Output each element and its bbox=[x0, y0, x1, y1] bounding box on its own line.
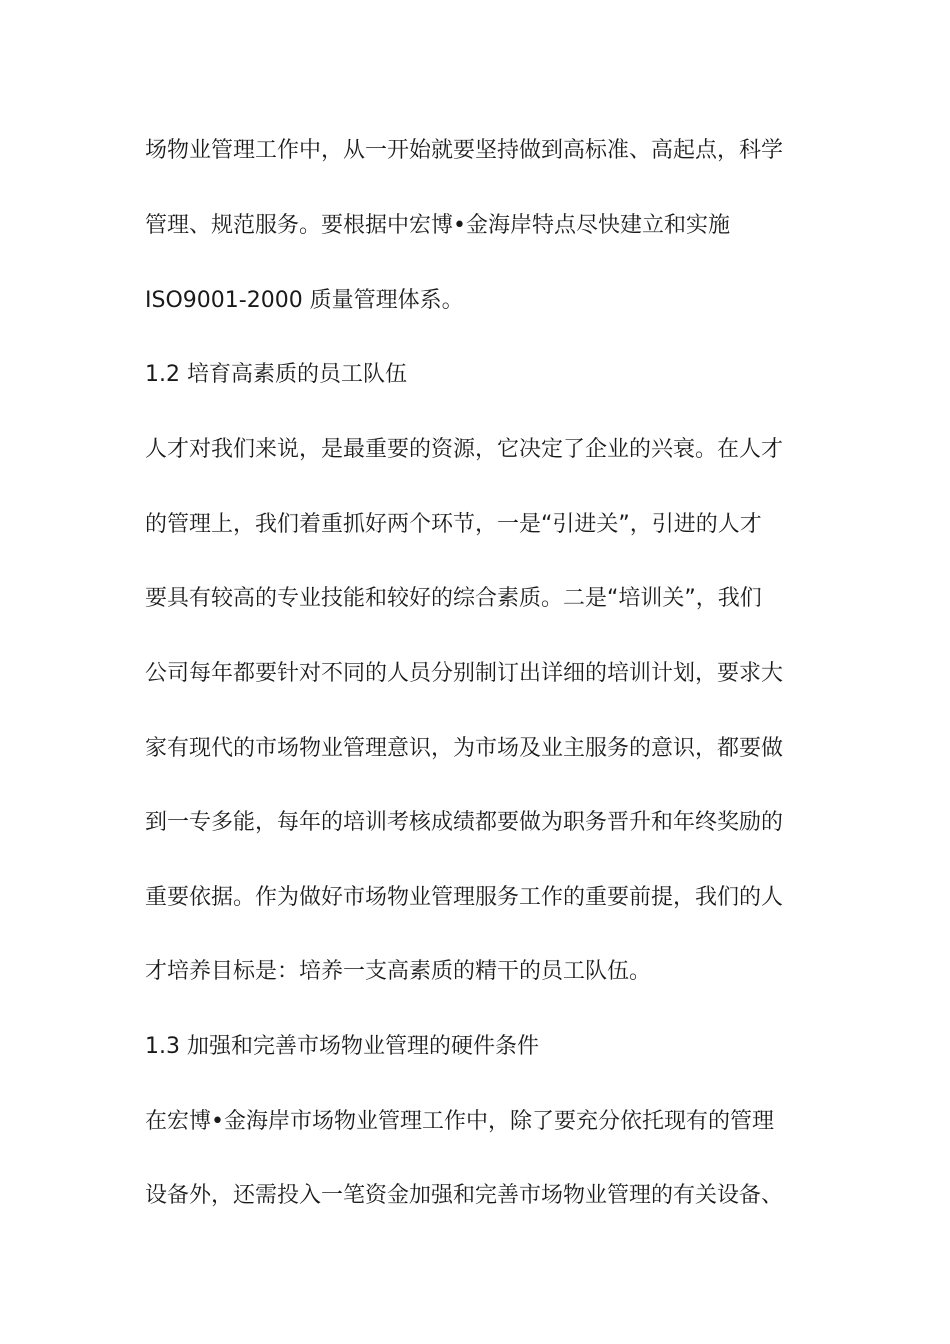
paragraph-line: 的管理上，我们着重抓好两个环节，一是“引进关”，引进的人才 bbox=[145, 512, 762, 537]
paragraph-line: 到一专多能，每年的培训考核成绩都要做为职务晋升和年终奖励的 bbox=[145, 810, 784, 835]
section-heading-1-2: 1.2 培育高素质的员工队伍 bbox=[145, 362, 407, 387]
paragraph-line: 公司每年都要针对不同的人员分别制订出详细的培训计划，要求大 bbox=[145, 661, 784, 686]
paragraph-line: 人才对我们来说，是最重要的资源，它决定了企业的兴衰。在人才 bbox=[145, 437, 784, 462]
paragraph-line: 设备外，还需投入一笔资金加强和完善市场物业管理的有关设备、 bbox=[145, 1183, 784, 1208]
paragraph-line: 管理、规范服务。要根据中宏博•金海岸特点尽快建立和实施 bbox=[145, 213, 730, 238]
paragraph-line: ISO9001-2000 质量管理体系。 bbox=[145, 288, 464, 313]
paragraph-line: 家有现代的市场物业管理意识，为市场及业主服务的意识，都要做 bbox=[145, 736, 784, 761]
paragraph-line: 在宏博•金海岸市场物业管理工作中，除了要充分依托现有的管理 bbox=[145, 1109, 774, 1134]
paragraph-line: 才培养目标是：培养一支高素质的精干的员工队伍。 bbox=[145, 959, 652, 984]
paragraph-line: 场物业管理工作中，从一开始就要坚持做到高标准、高起点，科学 bbox=[145, 138, 784, 163]
section-heading-1-3: 1.3 加强和完善市场物业管理的硬件条件 bbox=[145, 1034, 539, 1059]
paragraph-line: 要具有较高的专业技能和较好的综合素质。二是“培训关”，我们 bbox=[145, 586, 762, 611]
paragraph-line: 重要依据。作为做好市场物业管理服务工作的重要前提，我们的人 bbox=[145, 885, 784, 910]
